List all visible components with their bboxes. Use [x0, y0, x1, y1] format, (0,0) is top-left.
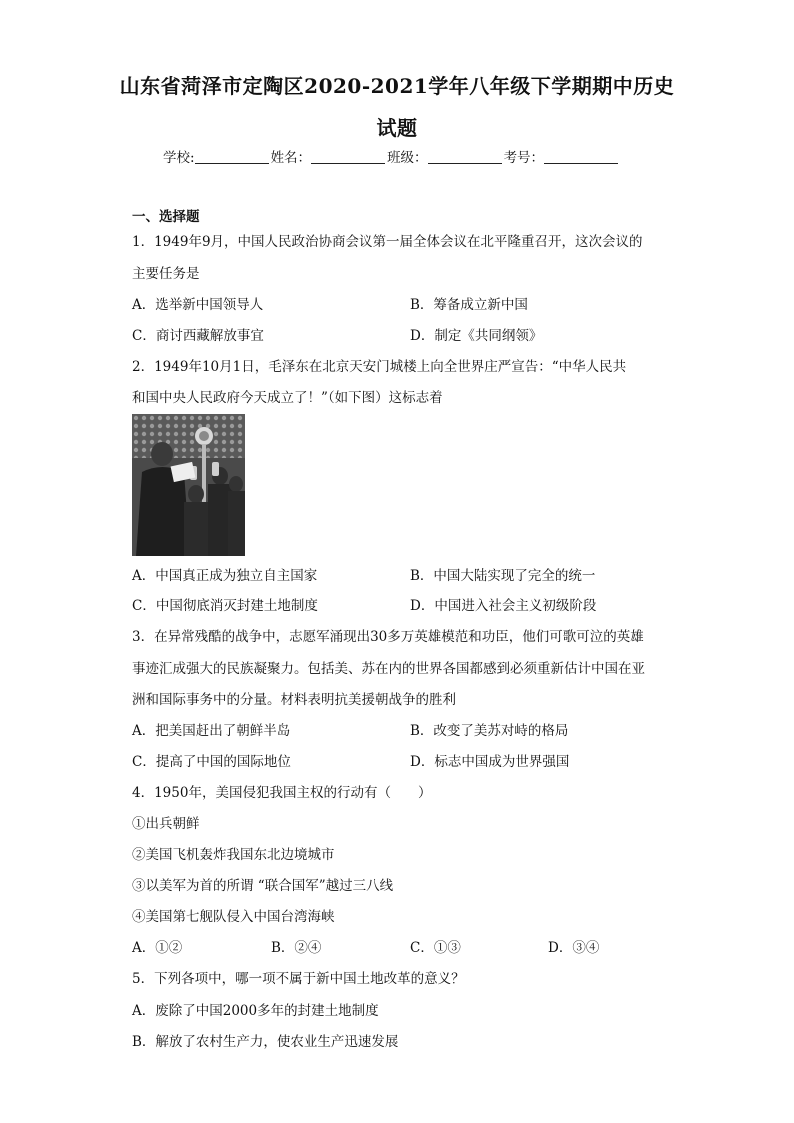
- q4-option-c: C．①③: [410, 940, 461, 956]
- q2-stem-line2: 和国中央人民政府今天成立了！”（如下图）这标志着: [132, 390, 443, 406]
- q4-option-b: B．②④: [271, 940, 322, 956]
- q5-stem: 5．下列各项中，哪一项不属于新中国土地改革的意义？: [132, 971, 465, 987]
- q5-option-a: A．废除了中国2000多年的封建土地制度: [132, 1003, 379, 1019]
- q4-item-4: ④美国第七舰队侵入中国台湾海峡: [132, 909, 335, 925]
- exam-title-line2: 试题: [376, 116, 418, 140]
- q1-option-a: A．选举新中国领导人: [132, 297, 264, 313]
- q4-item-1: ①出兵朝鲜: [132, 816, 200, 832]
- q3-option-c: C．提高了中国的国际地位: [132, 754, 291, 770]
- student-info-row: [163, 146, 620, 166]
- q1-stem-line1: 1．1949年9月，中国人民政治协商会议第一届全体会议在北平隆重召开，这次会议的: [132, 234, 643, 250]
- founding-ceremony-photo: [132, 414, 245, 556]
- q4-stem: 4．1950年，美国侵犯我国主权的行动有（ ）: [132, 785, 432, 801]
- school-blank[interactable]: [195, 150, 269, 164]
- q3-option-a: A．把美国赶出了朝鲜半岛: [132, 723, 291, 739]
- q2-option-d: D．中国进入社会主义初级阶段: [410, 598, 597, 614]
- founding-ceremony-photo-image: [132, 414, 245, 556]
- q1-option-b: B．筹备成立新中国: [410, 297, 528, 313]
- name-blank[interactable]: [311, 150, 385, 164]
- q3-stem-line1: 3．在异常残酷的战争中，志愿军涌现出30多万英雄模范和功臣，他们可歌可泣的英雄: [132, 629, 644, 645]
- number-blank[interactable]: [544, 150, 618, 164]
- q3-option-d: D．标志中国成为世界强国: [410, 754, 570, 770]
- q4-option-a: A．①②: [132, 940, 183, 956]
- name-label: 姓名：: [270, 150, 312, 166]
- exam-title-line1: 山东省菏泽市定陶区2020-2021学年八年级下学期期中历史: [119, 74, 675, 98]
- q4-option-d: D．③④: [548, 940, 600, 956]
- q1-option-d: D．制定《共同纲领》: [410, 328, 543, 344]
- q4-item-2: ②美国飞机轰炸我国东北边境城市: [132, 847, 335, 863]
- class-label: 班级：: [387, 150, 428, 166]
- q5-option-b: B．解放了农村生产力，使农业生产迅速发展: [132, 1034, 399, 1050]
- q3-stem-line3: 洲和国际事务中的分量。材料表明抗美援朝战争的胜利: [132, 692, 456, 708]
- school-label: 学校:: [163, 150, 195, 166]
- q2-option-b: B．中国大陆实现了完全的统一: [410, 568, 596, 584]
- q2-stem-line1: 2．1949年10月1日，毛泽东在北京天安门城楼上向全世界庄严宣告：“中华人民共: [132, 359, 627, 375]
- q3-stem-line2: 事迹汇成强大的民族凝聚力。包括美、苏在内的世界各国都感到必须重新估计中国在亚: [132, 661, 645, 677]
- q1-option-c: C．商讨西藏解放事宜: [132, 328, 264, 344]
- q3-option-b: B．改变了美苏对峙的格局: [410, 723, 569, 739]
- q4-item-3: ③以美军为首的所谓 “联合国军”越过三八线: [132, 878, 394, 894]
- q2-option-c: C．中国彻底消灭封建土地制度: [132, 598, 318, 614]
- section-heading: 一、选择题: [132, 209, 200, 225]
- number-label: 考号：: [503, 150, 545, 166]
- class-blank[interactable]: [428, 150, 502, 164]
- q2-option-a: A．中国真正成为独立自主国家: [132, 568, 318, 584]
- q1-stem-line2: 主要任务是: [132, 266, 200, 282]
